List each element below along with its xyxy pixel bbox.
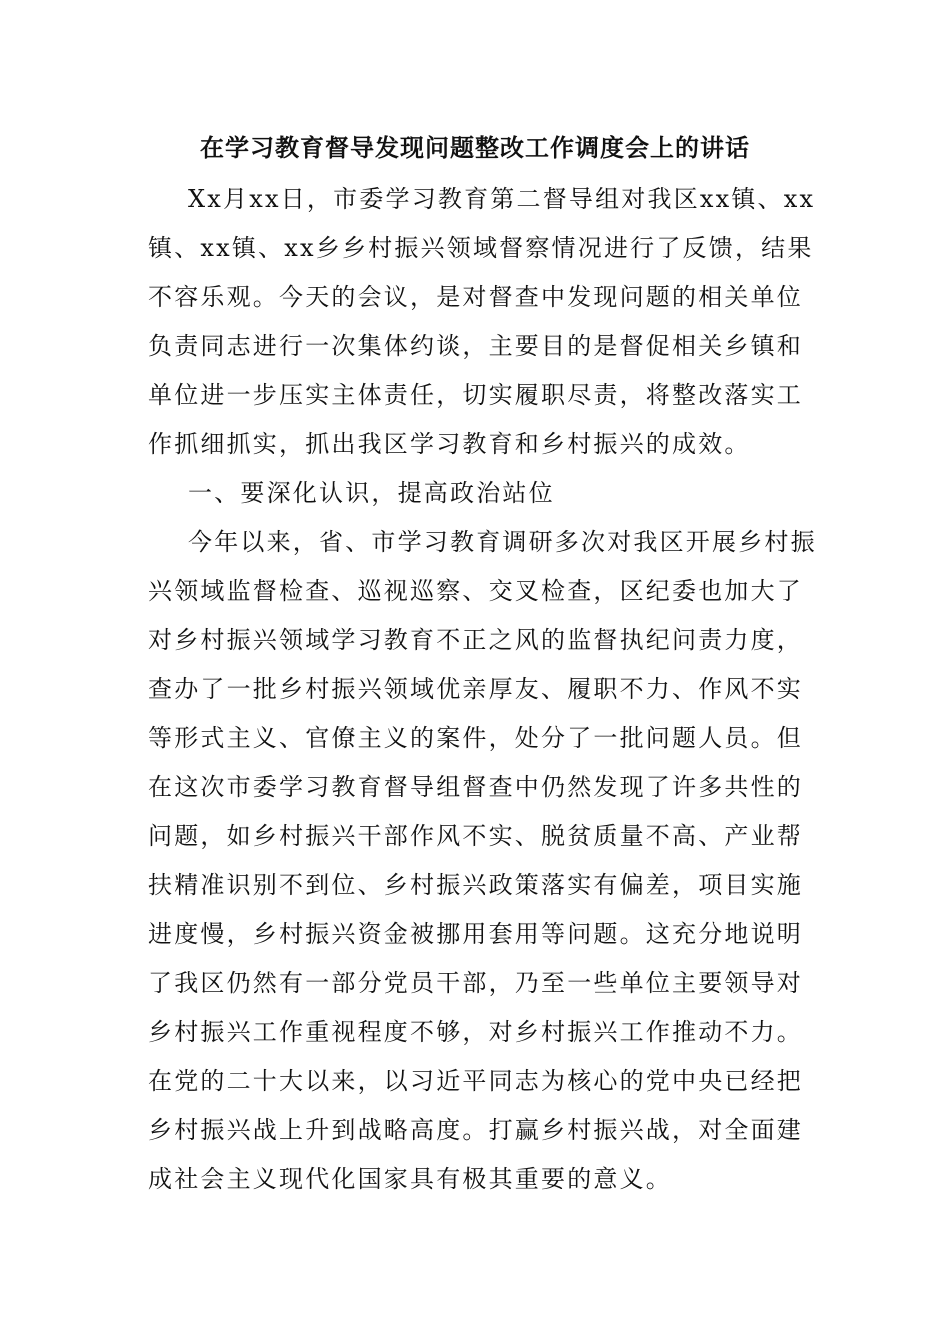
paragraph-1-line-3: 不容乐观。今天的会议，是对督查中发现问题的相关单位	[148, 283, 803, 311]
paragraph-2-line-7: 问题，如乡村振兴干部作风不实、脱贫质量不高、产业帮	[148, 822, 803, 850]
paragraph-2-line-11: 乡村振兴工作重视程度不够，对乡村振兴工作推动不力。	[148, 1018, 803, 1046]
paragraph-1-line-2: 镇、xx镇、xx乡乡村振兴领域督察情况进行了反馈，结果	[148, 234, 814, 262]
document-title: 在学习教育督导发现问题整改工作调度会上的讲话	[200, 133, 750, 162]
paragraph-2-line-1: 今年以来，省、市学习教育调研多次对我区开展乡村振	[188, 528, 817, 556]
paragraph-2-line-14: 成社会主义现代化国家具有极其重要的意义。	[148, 1165, 672, 1193]
paragraph-2-line-5: 等形式主义、官僚主义的案件，处分了一批问题人员。但	[148, 724, 803, 752]
paragraph-2-line-10: 了我区仍然有一部分党员干部，乃至一些单位主要领导对	[148, 969, 803, 997]
section-heading-1: 一、要深化认识，提高政治站位	[188, 479, 555, 507]
paragraph-2-line-3: 对乡村振兴领域学习教育不正之风的监督执纪问责力度，	[148, 626, 803, 654]
paragraph-2-line-4: 查办了一批乡村振兴领域优亲厚友、履职不力、作风不实	[148, 675, 803, 703]
paragraph-2-line-12: 在党的二十大以来，以习近平同志为核心的党中央已经把	[148, 1067, 803, 1095]
paragraph-2-line-9: 进度慢，乡村振兴资金被挪用套用等问题。这充分地说明	[148, 920, 803, 948]
paragraph-1-line-5: 单位进一步压实主体责任，切实履职尽责，将整改落实工	[148, 381, 803, 409]
paragraph-2-line-13: 乡村振兴战上升到战略高度。打赢乡村振兴战，对全面建	[148, 1116, 803, 1144]
paragraph-2-line-8: 扶精准识别不到位、乡村振兴政策落实有偏差，项目实施	[148, 871, 803, 899]
paragraph-1-line-1: Xx月xx日，市委学习教育第二督导组对我区xx镇、xx	[188, 185, 816, 213]
paragraph-1-line-6: 作抓细抓实，抓出我区学习教育和乡村振兴的成效。	[148, 430, 751, 458]
paragraph-2-line-6: 在这次市委学习教育督导组督查中仍然发现了许多共性的	[148, 773, 803, 801]
paragraph-1-line-4: 负责同志进行一次集体约谈，主要目的是督促相关乡镇和	[148, 332, 803, 360]
paragraph-2-line-2: 兴领域监督检查、巡视巡察、交叉检查，区纪委也加大了	[148, 577, 803, 605]
